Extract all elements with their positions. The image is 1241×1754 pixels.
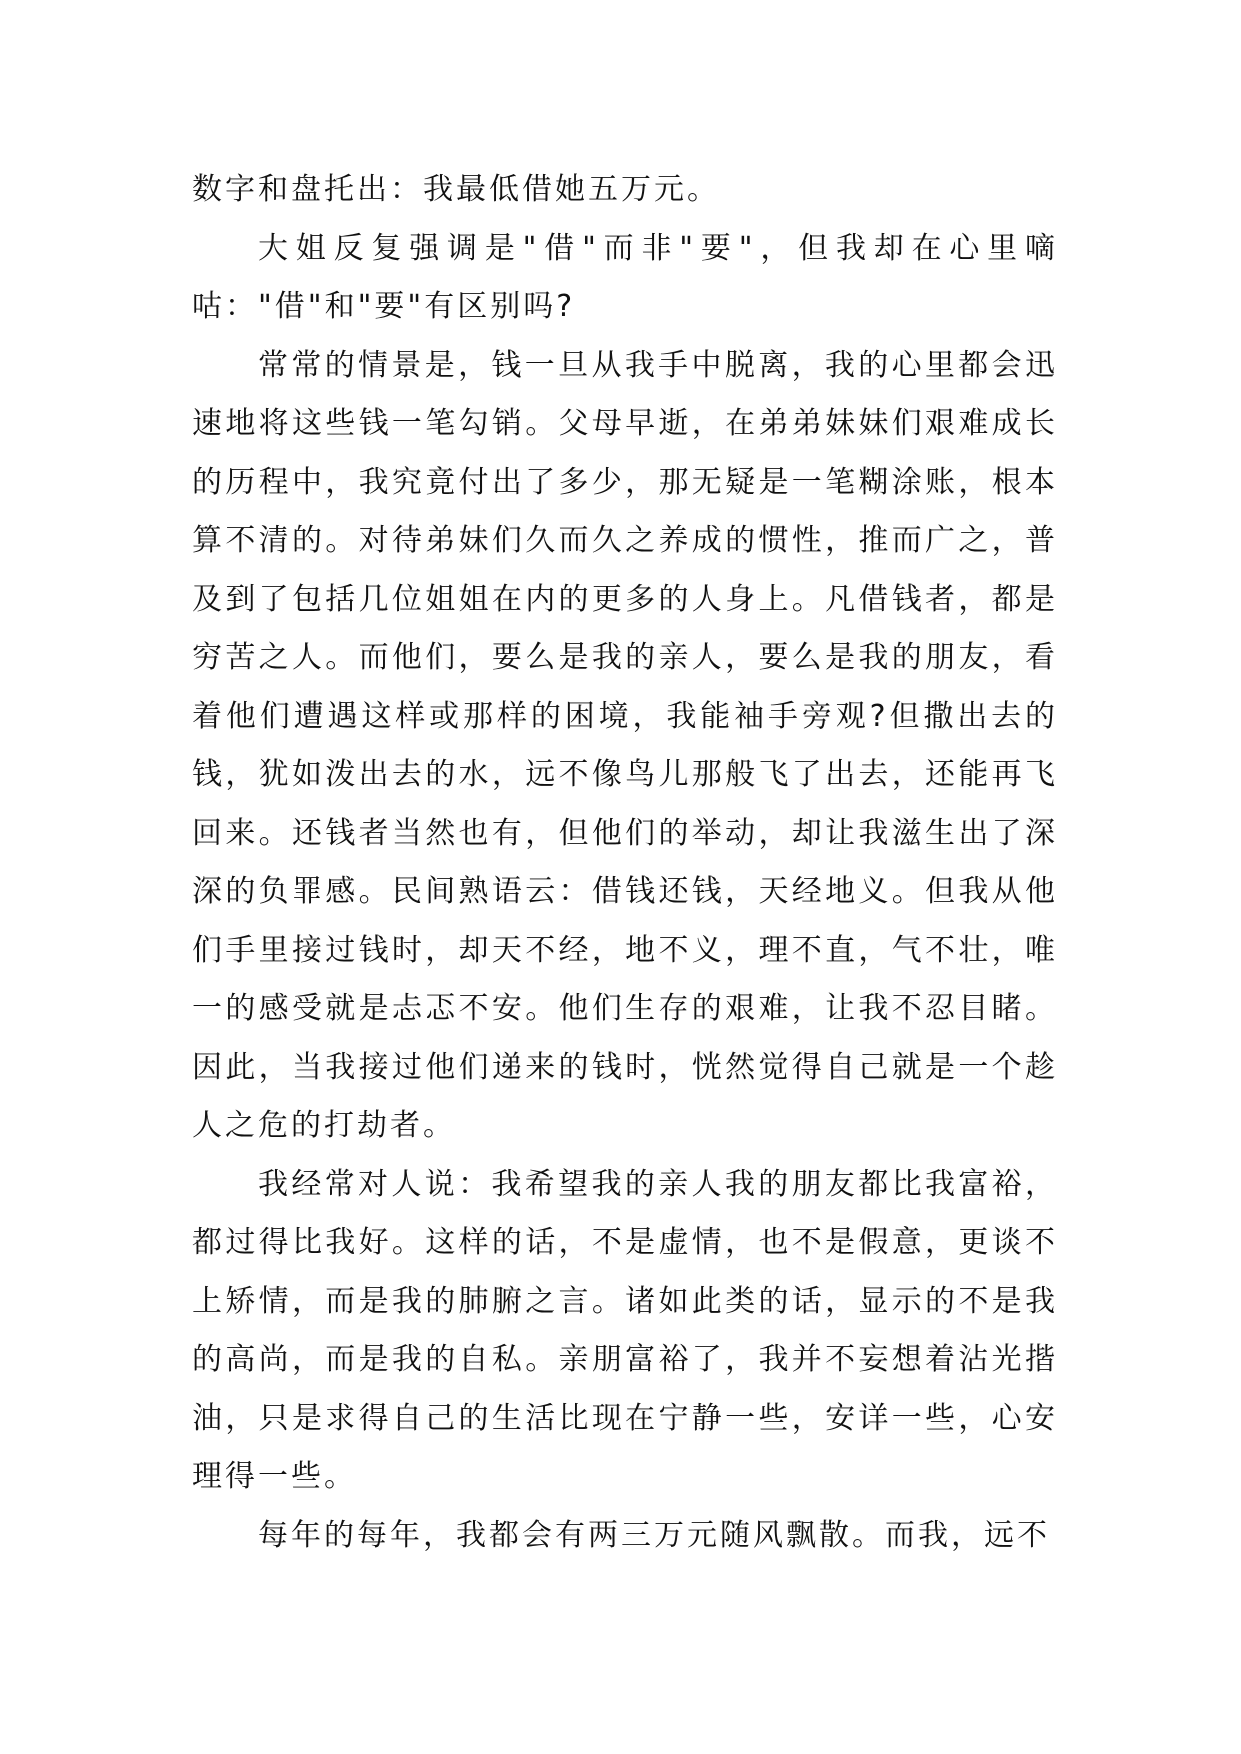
paragraph-3: 常常的情景是，钱一旦从我手中脱离，我的心里都会迅速地将这些钱一笔勾销。父母早逝，在弟弟妹妹们艰难成长的历程中，我究竟付出了多少，那无疑是一笔糊涂账，根本算不清的。对待弟妹们久而久之养成的惯性，推而广之，普及到了包括几位姐姐在内的更多的人身上。凡借钱者，都是穷苦之人。而他们，要么是我的亲人，要么是我的朋友，看着他们遭遇这样或那样的困境，我能袖手旁观?但撒出去的钱，犹如泼出去的水，远不像鸟儿那般飞了出去，还能再飞回来。还钱者当然也有，但他们的举动，却让我滋生出了深深的负罪感。民间熟语云：借钱还钱，天经地义。但我从他们手里接过钱时，却天不经，地不义，理不直，气不壮，唯一的感受就是忐忑不安。他们生存的艰难，让我不忍目睹。因此，当我接过他们递来的钱时，恍然觉得自己就是一个趁人之危的打劫者。 bbox=[192, 347, 1058, 1143]
paragraph-2: 大姐反复强调是"借"而非"要"，但我却在心里嘀咕："借"和"要"有区别吗? bbox=[192, 230, 1058, 324]
document-body bbox=[192, 161, 1058, 1565]
paragraph-4: 我经常对人说：我希望我的亲人我的朋友都比我富裕，都过得比我好。这样的话，不是虚情，也不是假意，更谈不上矫情，而是我的肺腑之言。诸如此类的话，显示的不是我的高尚，而是我的自私。亲朋富裕了，我并不妄想着沾光揩油，只是求得自己的生活比现在宁静一些，安详一些，心安理得一些。 bbox=[192, 1166, 1058, 1494]
paragraph-5: 每年的每年，我都会有两三万元随风飘散。而我，远不 bbox=[258, 1517, 1050, 1553]
paragraph-1: 数字和盘托出：我最低借她五万元。 bbox=[192, 172, 720, 207]
